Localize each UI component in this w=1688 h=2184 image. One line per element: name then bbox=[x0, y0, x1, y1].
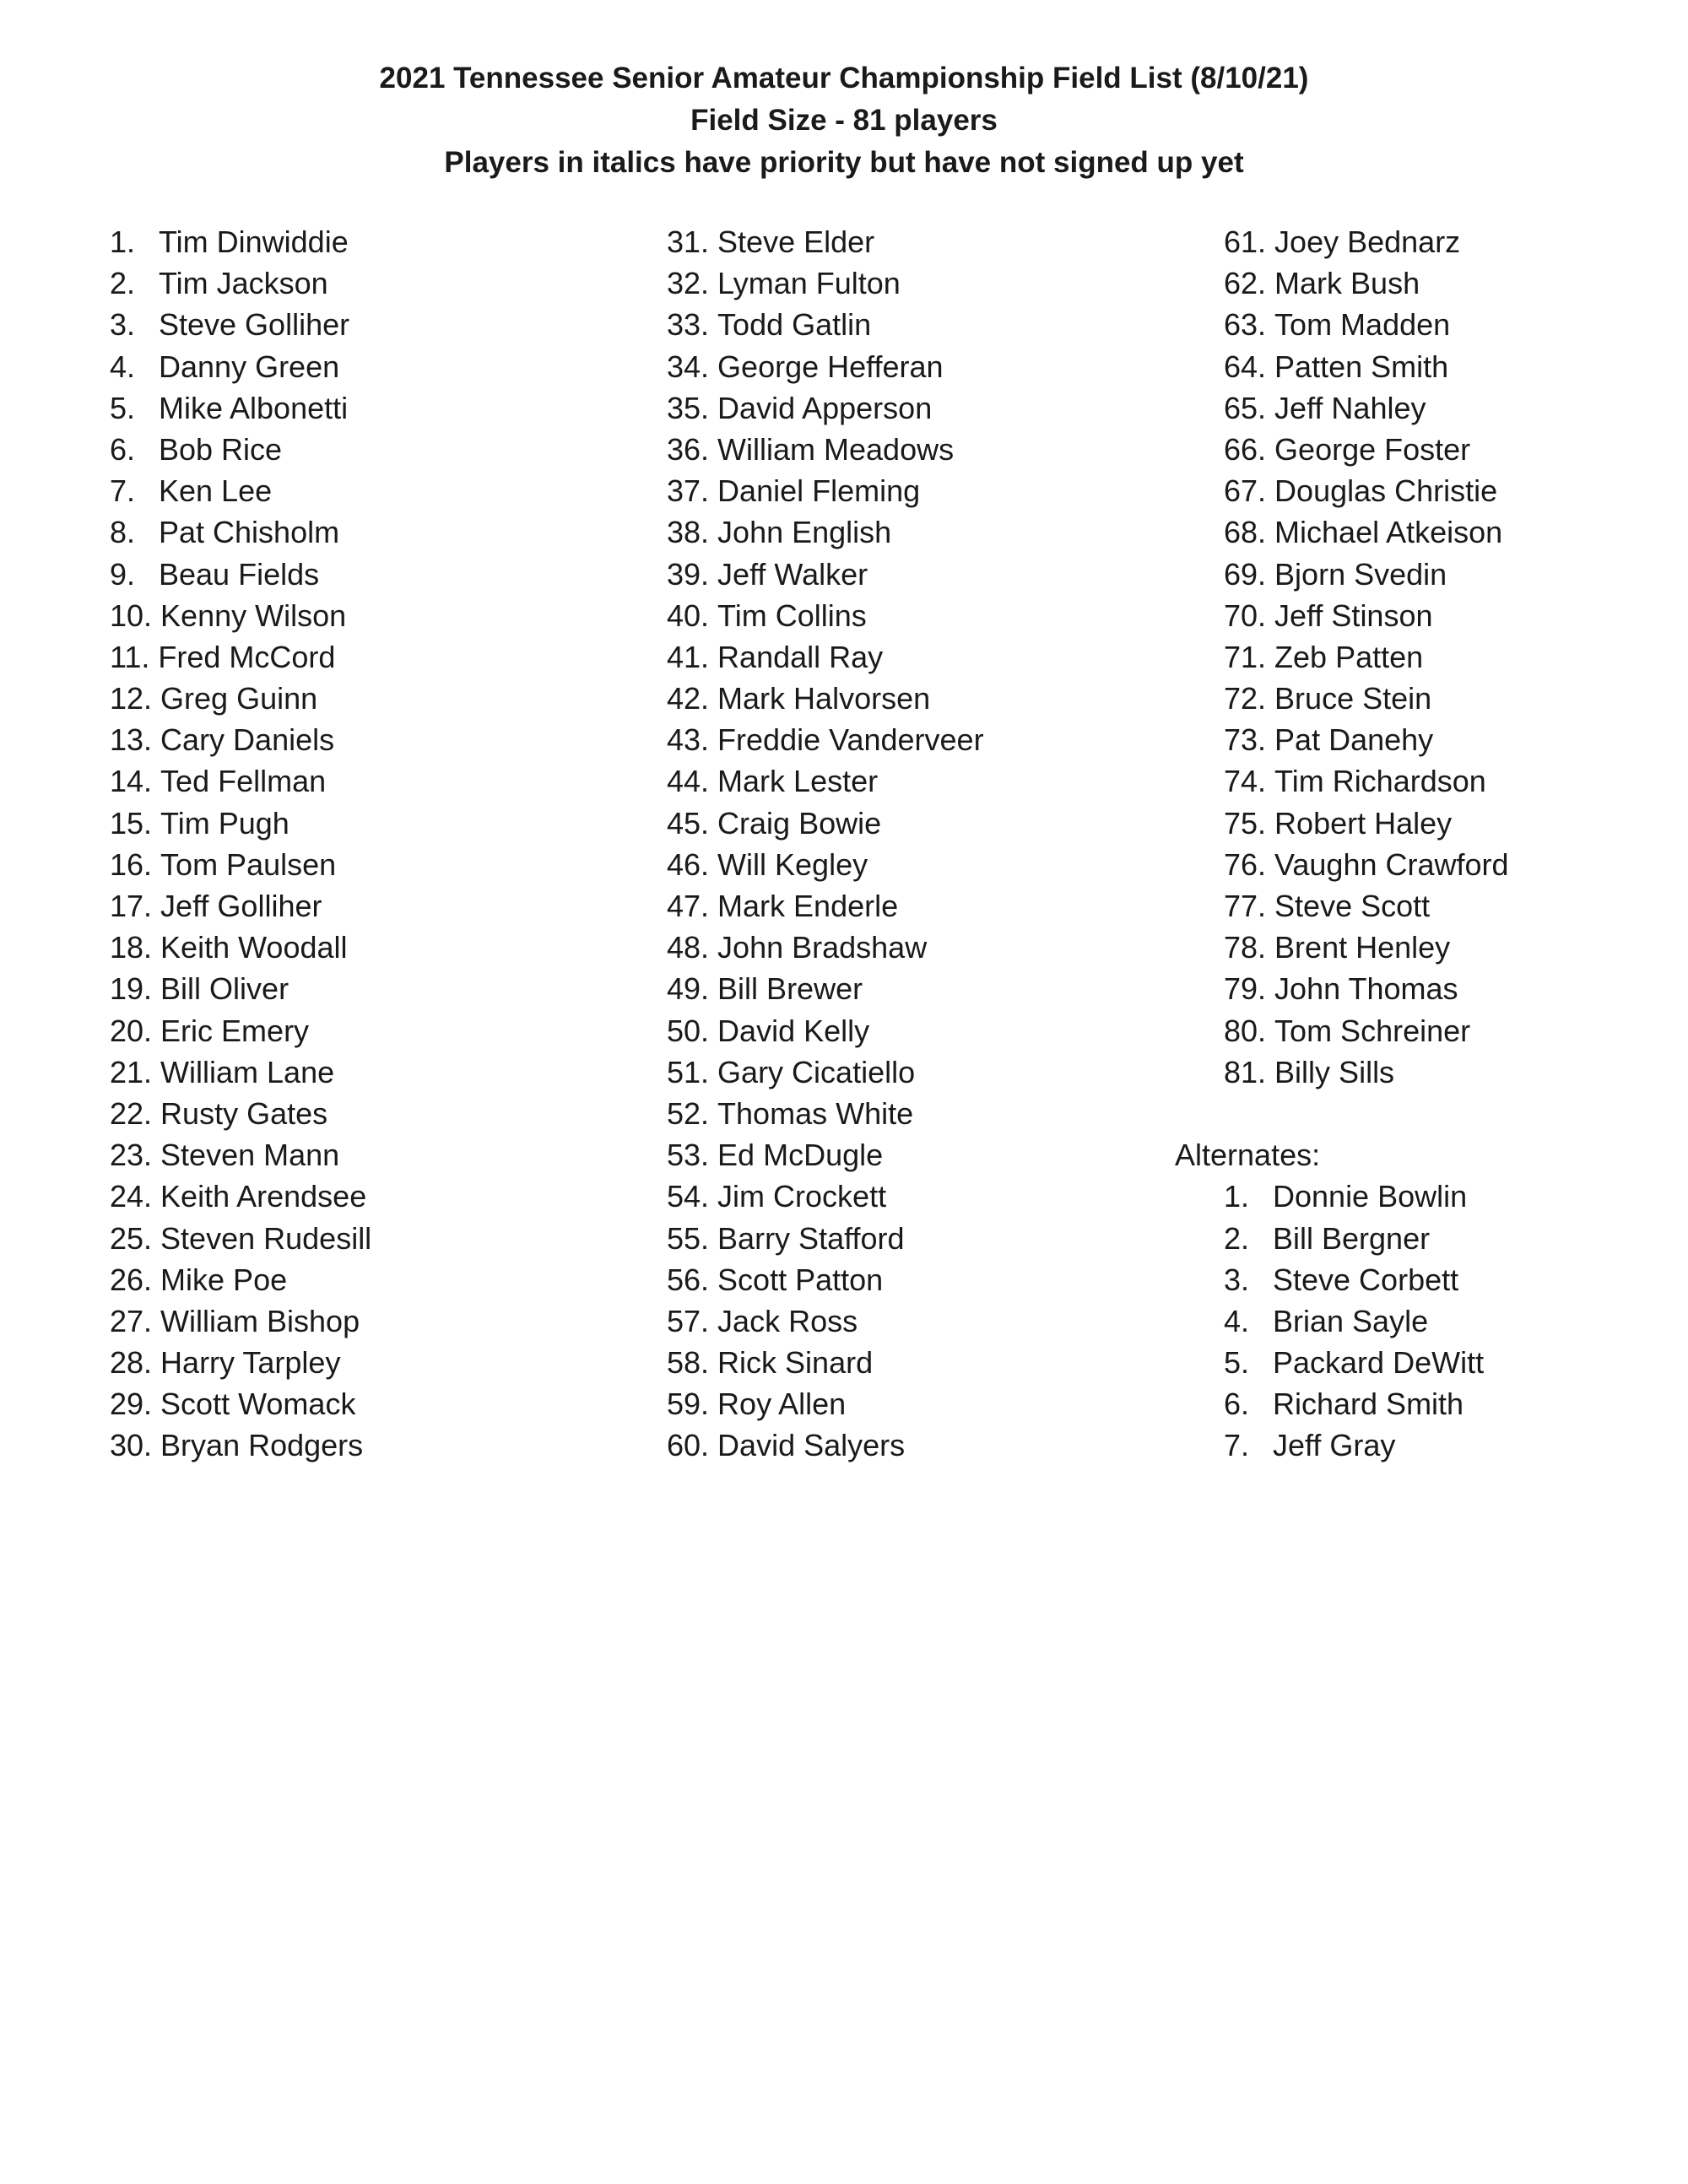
list-item bbox=[110, 511, 371, 553]
list-item bbox=[110, 803, 371, 844]
list-item-number: 63. bbox=[1224, 307, 1267, 343]
list-item-number: 12. bbox=[110, 681, 153, 716]
player-name: Roy Allen bbox=[717, 1387, 847, 1422]
alternate-item bbox=[1224, 1424, 1509, 1466]
list-item bbox=[110, 760, 371, 802]
list-item-number: 52. bbox=[667, 1095, 710, 1131]
player-name: Mike Poe bbox=[160, 1262, 288, 1297]
player-name: Brian Sayle bbox=[1273, 1303, 1429, 1338]
list-item bbox=[1224, 511, 1509, 553]
list-item bbox=[667, 1424, 984, 1466]
list-item bbox=[110, 1383, 371, 1424]
list-item-number: 17. bbox=[110, 889, 153, 923]
field-size: Field Size - 81 players bbox=[690, 104, 998, 137]
player-name: Tim Collins bbox=[717, 597, 867, 633]
list-item bbox=[667, 346, 984, 387]
list-item-number: 38. bbox=[667, 515, 710, 550]
list-item-number: 42. bbox=[667, 681, 710, 716]
list-item-number: 76. bbox=[1224, 846, 1267, 882]
alternate-item bbox=[1224, 1218, 1509, 1259]
alternate-item bbox=[1224, 1259, 1509, 1300]
player-column-2 bbox=[667, 221, 984, 1467]
player-name: Daniel Fleming bbox=[717, 473, 921, 509]
player-name: Jeff Gray bbox=[1273, 1428, 1396, 1463]
list-item-number: 6. bbox=[110, 431, 136, 467]
list-item bbox=[667, 1010, 984, 1051]
list-item-number: 59. bbox=[667, 1387, 710, 1422]
player-name: Scott Patton bbox=[717, 1262, 884, 1297]
list-item-number: 6. bbox=[1224, 1387, 1250, 1422]
list-item-number: 3. bbox=[1224, 1262, 1250, 1297]
list-item-number: 72. bbox=[1224, 681, 1267, 716]
list-item-number: 44. bbox=[667, 764, 710, 799]
list-item-number: 9. bbox=[110, 556, 136, 592]
list-item bbox=[110, 554, 371, 595]
player-name: Beau Fields bbox=[159, 556, 320, 592]
list-item-number: 67. bbox=[1224, 473, 1267, 509]
list-item bbox=[110, 1424, 371, 1466]
player-name: Freddie Vanderveer bbox=[717, 722, 984, 758]
list-item bbox=[110, 719, 371, 760]
list-item bbox=[667, 636, 984, 678]
list-item bbox=[1224, 304, 1509, 345]
list-item-number: 25. bbox=[110, 1220, 153, 1256]
list-item bbox=[110, 885, 371, 927]
list-item bbox=[110, 595, 371, 636]
player-name: Harry Tarpley bbox=[160, 1345, 341, 1381]
list-item bbox=[667, 1383, 984, 1424]
player-name: Jeff Stinson bbox=[1274, 597, 1433, 633]
list-item bbox=[667, 1300, 984, 1342]
player-name: John Bradshaw bbox=[717, 930, 928, 965]
list-item-number: 81. bbox=[1224, 1054, 1267, 1089]
list-item bbox=[110, 636, 371, 678]
list-item bbox=[667, 719, 984, 760]
list-item bbox=[110, 968, 371, 1009]
alternates-heading: Alternates: bbox=[1175, 1138, 1321, 1173]
list-item bbox=[110, 262, 371, 304]
player-name: Pat Danehy bbox=[1274, 722, 1434, 758]
player-name: David Salyers bbox=[717, 1428, 906, 1463]
player-name: Douglas Christie bbox=[1274, 473, 1498, 509]
list-item-number: 11. bbox=[110, 639, 150, 674]
player-name: Randall Ray bbox=[717, 639, 884, 674]
list-item-number: 60. bbox=[667, 1428, 710, 1463]
list-item-number: 29. bbox=[110, 1387, 153, 1422]
player-name: Billy Sills bbox=[1274, 1054, 1395, 1089]
player-name: Zeb Patten bbox=[1274, 639, 1424, 674]
player-name: Joey Bednarz bbox=[1274, 224, 1461, 259]
list-item bbox=[1224, 346, 1509, 387]
player-name: Ted Fellman bbox=[160, 764, 327, 799]
list-item-number: 33. bbox=[667, 307, 710, 343]
player-name: Jeff Nahley bbox=[1274, 390, 1426, 425]
list-item bbox=[1224, 387, 1509, 429]
list-item bbox=[110, 844, 371, 885]
player-name: Scott Womack bbox=[160, 1387, 356, 1422]
alternate-item bbox=[1224, 1383, 1509, 1424]
player-name: Tom Paulsen bbox=[160, 846, 337, 882]
list-item bbox=[1224, 595, 1509, 636]
player-name: George Hefferan bbox=[717, 349, 944, 384]
list-item-number: 71. bbox=[1224, 639, 1267, 674]
list-item-number: 62. bbox=[1224, 266, 1267, 301]
list-item-number: 18. bbox=[110, 930, 153, 965]
player-name: Bill Oliver bbox=[160, 971, 289, 1007]
player-name: Lyman Fulton bbox=[717, 266, 901, 301]
list-item-number: 69. bbox=[1224, 556, 1267, 592]
document-header bbox=[0, 57, 1688, 184]
list-item-number: 74. bbox=[1224, 764, 1267, 799]
player-name: Jack Ross bbox=[717, 1303, 858, 1338]
list-item-number: 61. bbox=[1224, 224, 1267, 259]
list-item bbox=[667, 885, 984, 927]
list-item-number: 27. bbox=[110, 1303, 153, 1338]
list-item bbox=[110, 1218, 371, 1259]
player-name: Mark Bush bbox=[1274, 266, 1420, 301]
list-item-number: 49. bbox=[667, 971, 710, 1007]
player-name: Michael Atkeison bbox=[1274, 515, 1503, 550]
list-item bbox=[667, 554, 984, 595]
alternate-item bbox=[1224, 1342, 1509, 1383]
list-item-number: 5. bbox=[110, 390, 136, 425]
player-name: Steven Mann bbox=[160, 1138, 340, 1173]
list-item bbox=[1224, 760, 1509, 802]
list-item bbox=[667, 221, 984, 262]
list-item-number: 35. bbox=[667, 390, 710, 425]
list-item-number: 43. bbox=[667, 722, 710, 758]
list-item bbox=[110, 1134, 371, 1176]
list-item bbox=[667, 470, 984, 511]
list-item-number: 65. bbox=[1224, 390, 1267, 425]
player-name: Bjorn Svedin bbox=[1274, 556, 1447, 592]
list-item bbox=[1224, 927, 1509, 968]
spacer bbox=[1224, 1093, 1509, 1134]
list-item bbox=[110, 346, 371, 387]
list-item-number: 46. bbox=[667, 846, 710, 882]
list-item bbox=[667, 803, 984, 844]
player-name: Eric Emery bbox=[160, 1013, 310, 1048]
list-item-number: 1. bbox=[1224, 1179, 1250, 1214]
alternate-item bbox=[1224, 1176, 1509, 1217]
list-item bbox=[110, 1342, 371, 1383]
list-item bbox=[667, 429, 984, 470]
player-name: Steve Corbett bbox=[1273, 1262, 1459, 1297]
list-item-number: 14. bbox=[110, 764, 153, 799]
list-item-number: 37. bbox=[667, 473, 710, 509]
list-item-number: 1. bbox=[110, 224, 136, 259]
list-item-number: 16. bbox=[110, 846, 153, 882]
player-name: Bill Brewer bbox=[717, 971, 863, 1007]
player-name: Tom Madden bbox=[1274, 307, 1451, 343]
player-name: Mark Halvorsen bbox=[717, 681, 931, 716]
player-name: John Thomas bbox=[1274, 971, 1458, 1007]
player-name: David Apperson bbox=[717, 390, 933, 425]
list-item-number: 13. bbox=[110, 722, 153, 758]
list-item bbox=[667, 387, 984, 429]
player-name: Jim Crockett bbox=[717, 1179, 887, 1214]
list-item-number: 8. bbox=[110, 515, 136, 550]
list-item bbox=[110, 678, 371, 719]
player-name: Rusty Gates bbox=[160, 1095, 328, 1131]
list-item bbox=[1224, 554, 1509, 595]
list-item-number: 2. bbox=[1224, 1220, 1250, 1256]
player-name: Vaughn Crawford bbox=[1274, 846, 1509, 882]
player-name: Mike Albonetti bbox=[159, 390, 349, 425]
player-name: Steve Elder bbox=[717, 224, 875, 259]
player-name: Keith Woodall bbox=[160, 930, 348, 965]
priority-note: Players in italics have priority but have not signed up yet bbox=[444, 146, 1244, 179]
player-name: Tim Richardson bbox=[1274, 764, 1486, 799]
player-name: Thomas White bbox=[717, 1095, 914, 1131]
player-name: Keith Arendsee bbox=[160, 1179, 367, 1214]
list-item bbox=[110, 1093, 371, 1134]
player-name: Mark Enderle bbox=[717, 889, 899, 923]
list-item bbox=[667, 1259, 984, 1300]
list-item-number: 51. bbox=[667, 1054, 710, 1089]
player-name: Bruce Stein bbox=[1274, 681, 1432, 716]
player-name: William Lane bbox=[160, 1054, 335, 1089]
list-item bbox=[1224, 1051, 1509, 1093]
player-name: Jeff Walker bbox=[717, 556, 868, 592]
player-name: Kenny Wilson bbox=[160, 597, 347, 633]
player-name: Cary Daniels bbox=[160, 722, 335, 758]
player-name: Will Kegley bbox=[717, 846, 868, 882]
list-item-number: 22. bbox=[110, 1095, 153, 1131]
document-title: 2021 Tennessee Senior Amateur Championship Field List (8/10/21) bbox=[379, 62, 1309, 95]
player-name: Steve Scott bbox=[1274, 889, 1431, 923]
player-name: Bryan Rodgers bbox=[160, 1428, 364, 1463]
list-item-number: 50. bbox=[667, 1013, 710, 1048]
list-item-number: 28. bbox=[110, 1345, 153, 1381]
player-name: Tim Dinwiddie bbox=[159, 224, 349, 259]
player-name: Mark Lester bbox=[717, 764, 879, 799]
player-name: Brent Henley bbox=[1274, 930, 1451, 965]
player-name: Pat Chisholm bbox=[159, 515, 340, 550]
list-item-number: 7. bbox=[1224, 1428, 1250, 1463]
list-item-number: 48. bbox=[667, 930, 710, 965]
list-item-number: 4. bbox=[1224, 1303, 1250, 1338]
list-item-number: 3. bbox=[110, 307, 136, 343]
player-column-1 bbox=[110, 221, 371, 1467]
list-item-number: 40. bbox=[667, 597, 710, 633]
list-item bbox=[110, 304, 371, 345]
list-item-number: 79. bbox=[1224, 971, 1267, 1007]
player-name: Bill Bergner bbox=[1273, 1220, 1431, 1256]
list-item-number: 64. bbox=[1224, 349, 1267, 384]
alternate-item bbox=[1224, 1300, 1509, 1342]
player-name: Jeff Golliher bbox=[160, 889, 322, 923]
player-name: John English bbox=[717, 515, 892, 550]
list-item bbox=[1224, 470, 1509, 511]
list-item bbox=[1224, 968, 1509, 1009]
list-item bbox=[667, 678, 984, 719]
list-item bbox=[667, 595, 984, 636]
list-item-number: 66. bbox=[1224, 431, 1267, 467]
player-name: Ken Lee bbox=[159, 473, 273, 509]
player-name: Fred McCord bbox=[158, 639, 336, 674]
list-item-number: 5. bbox=[1224, 1345, 1250, 1381]
list-item-number: 55. bbox=[667, 1220, 710, 1256]
list-item bbox=[1224, 678, 1509, 719]
list-item-number: 73. bbox=[1224, 722, 1267, 758]
list-item-number: 20. bbox=[110, 1013, 153, 1048]
list-item-number: 10. bbox=[110, 597, 153, 633]
list-item-number: 7. bbox=[110, 473, 136, 509]
list-item-number: 24. bbox=[110, 1179, 153, 1214]
list-item-number: 57. bbox=[667, 1303, 710, 1338]
list-item bbox=[667, 262, 984, 304]
list-item bbox=[667, 1218, 984, 1259]
list-item bbox=[110, 1300, 371, 1342]
player-name: Packard DeWitt bbox=[1273, 1345, 1485, 1381]
list-item-number: 68. bbox=[1224, 515, 1267, 550]
list-item bbox=[1224, 719, 1509, 760]
player-name: Barry Stafford bbox=[717, 1220, 905, 1256]
list-item bbox=[1224, 885, 1509, 927]
list-item bbox=[110, 1176, 371, 1217]
player-name: Danny Green bbox=[159, 349, 340, 384]
list-item bbox=[667, 844, 984, 885]
list-item bbox=[1224, 262, 1509, 304]
list-item-number: 75. bbox=[1224, 805, 1267, 841]
list-item-number: 36. bbox=[667, 431, 710, 467]
player-name: Tim Pugh bbox=[160, 805, 289, 841]
list-item-number: 19. bbox=[110, 971, 153, 1007]
list-item bbox=[1224, 221, 1509, 262]
list-item bbox=[110, 927, 371, 968]
list-item-number: 21. bbox=[110, 1054, 153, 1089]
list-item-number: 26. bbox=[110, 1262, 153, 1297]
player-name: Rick Sinard bbox=[717, 1345, 874, 1381]
list-item bbox=[667, 1134, 984, 1176]
list-item bbox=[110, 1010, 371, 1051]
player-name: William Meadows bbox=[717, 431, 955, 467]
player-name: William Bishop bbox=[160, 1303, 360, 1338]
list-item bbox=[1224, 803, 1509, 844]
list-item bbox=[1224, 429, 1509, 470]
list-item bbox=[667, 760, 984, 802]
player-name: Patten Smith bbox=[1274, 349, 1449, 384]
list-item-number: 31. bbox=[667, 224, 710, 259]
list-item bbox=[667, 511, 984, 553]
list-item-number: 41. bbox=[667, 639, 710, 674]
player-name: Tim Jackson bbox=[159, 266, 328, 301]
list-item bbox=[667, 968, 984, 1009]
player-name: Steve Golliher bbox=[159, 307, 350, 343]
list-item bbox=[667, 1051, 984, 1093]
list-item bbox=[667, 1176, 984, 1217]
list-item bbox=[110, 1259, 371, 1300]
list-item-number: 30. bbox=[110, 1428, 153, 1463]
player-name: David Kelly bbox=[717, 1013, 870, 1048]
player-name: George Foster bbox=[1274, 431, 1471, 467]
list-item bbox=[667, 304, 984, 345]
list-item bbox=[1224, 844, 1509, 885]
list-item-number: 54. bbox=[667, 1179, 710, 1214]
player-name: Richard Smith bbox=[1273, 1387, 1464, 1422]
list-item-number: 2. bbox=[110, 266, 136, 301]
list-item-number: 56. bbox=[667, 1262, 710, 1297]
list-item-number: 58. bbox=[667, 1345, 710, 1381]
list-item-number: 77. bbox=[1224, 889, 1267, 923]
player-name: Ed McDugle bbox=[717, 1138, 884, 1173]
list-item-number: 47. bbox=[667, 889, 710, 923]
list-item-number: 45. bbox=[667, 805, 710, 841]
player-name: Craig Bowie bbox=[717, 805, 882, 841]
list-item-number: 78. bbox=[1224, 930, 1267, 965]
list-item bbox=[110, 470, 371, 511]
list-item bbox=[110, 387, 371, 429]
list-item bbox=[110, 1051, 371, 1093]
list-item-number: 23. bbox=[110, 1138, 153, 1173]
list-item-number: 4. bbox=[110, 349, 136, 384]
player-name: Robert Haley bbox=[1274, 805, 1453, 841]
list-item bbox=[667, 927, 984, 968]
list-item bbox=[1224, 636, 1509, 678]
player-name: Tom Schreiner bbox=[1274, 1013, 1471, 1048]
list-item bbox=[110, 221, 371, 262]
list-item-number: 34. bbox=[667, 349, 710, 384]
list-item bbox=[667, 1093, 984, 1134]
list-item bbox=[1224, 1010, 1509, 1051]
list-item-number: 32. bbox=[667, 266, 710, 301]
list-item-number: 39. bbox=[667, 556, 710, 592]
list-item-number: 15. bbox=[110, 805, 153, 841]
list-item bbox=[667, 1342, 984, 1383]
player-name: Donnie Bowlin bbox=[1273, 1179, 1468, 1214]
list-item-number: 70. bbox=[1224, 597, 1267, 633]
player-name: Todd Gatlin bbox=[717, 307, 872, 343]
player-name: Gary Cicatiello bbox=[717, 1054, 916, 1089]
player-name: Steven Rudesill bbox=[160, 1220, 372, 1256]
list-item-number: 80. bbox=[1224, 1013, 1267, 1048]
player-name: Bob Rice bbox=[159, 431, 283, 467]
player-column-3 bbox=[1175, 221, 1509, 1467]
list-item bbox=[110, 429, 371, 470]
player-name: Greg Guinn bbox=[160, 681, 318, 716]
list-item-number: 53. bbox=[667, 1138, 710, 1173]
